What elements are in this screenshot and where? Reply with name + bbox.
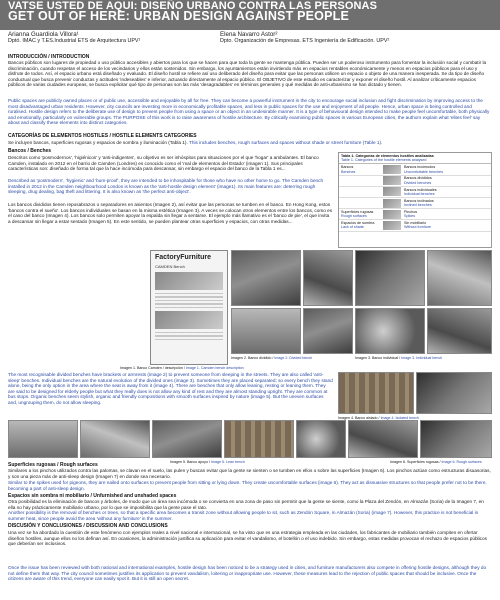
table-item-en: Without furniture: [404, 225, 432, 230]
bench-photo: [427, 250, 492, 306]
unshaded-spaces-text-es: Otra posibilidad es la eliminación de bancos y árboles, de modo que un área sea incómoda o se convierta en una zona de paso sin permitir que la gente se siente, como la Plaza del Zendón, en Almazán (Soria) de la Imagen 7, en ella no hay prácticamente mobiliario urbano, por lo que se imposibilita que la gente pase el rato.: [8, 499, 484, 510]
table-item: Bancos divididos: [404, 176, 432, 181]
author-2-name: Elena Navarro Astor²: [220, 31, 278, 38]
categories-text-en: This includes benches, rough surfaces and spaces without shade or street furniture (Table 1).: [189, 140, 383, 145]
intro-text-en: Public spaces are publicly owned places or of public use, accessible and enjoyable by all for free. They can become a powerful instrument in the city to encourage social inclusion and fight discrimination by improving access to the most disadvantaged urban residents. However, city councils are investing more in economically profitable spaces, and less in public spaces for the use and enjoyment of all people. Hence, urban space is being controlled and ruralised. Hostile design refers to the deliberate use of design to prevent people from using a space or an object in an undesirable manner. It is a type of behavioural design intended to make people feel uncomfortable, both physically and emotionally, particularly on vulnerable groups. The PURPOSE of this work is to raise awareness of hostile architecture. By critically examining public spaces in various European cities, the authors explain what 'elites feel' say about and classify these elements into distinct categories.: [8, 98, 490, 125]
unshaded-spaces-heading: Espacios sin sombra ni mobiliario / Unfurnished and unshaded spaces: [8, 493, 177, 499]
table-item: Pinchos: [404, 210, 418, 215]
table-thumbnail: [383, 221, 401, 230]
table-item: Bancos inclinados: [404, 198, 434, 203]
table-category-en: Benches: [341, 169, 356, 174]
caption-4-en: Image 4. Isolated bench: [380, 416, 419, 420]
caption-2-en: Image 2. Divided bench: [274, 356, 313, 360]
table-row: [339, 164, 491, 175]
bench-photo: [355, 250, 425, 306]
bench-photo: [231, 250, 301, 306]
rough-surface-photo: [420, 420, 492, 458]
table-thumbnail: [383, 165, 401, 174]
caption-image-2: [231, 356, 312, 360]
bench-photo: [224, 420, 294, 458]
bench-photo: [416, 372, 492, 414]
table-category-en: Lack of shade: [341, 225, 364, 230]
caption-5-en: Image 5. Lean bench: [210, 460, 245, 464]
table-thumbnail: [383, 176, 401, 185]
table-category: Bancos: [341, 165, 354, 170]
caption-image-6: [390, 460, 482, 464]
table-row: [339, 209, 491, 220]
table-category-en: Rough surfaces: [341, 214, 367, 219]
categories-heading: CATEGORÍAS DE ELEMENTOS HOSTILES / HOSTILE ELEMENTS CATEGORIES: [8, 133, 197, 139]
table-item-en: Uncomfortable benches: [404, 169, 443, 174]
table-row: [339, 220, 491, 231]
author-1-name: Arianna Guardiola Villora¹: [8, 31, 79, 38]
benches-text-en-2: The most recognisable divided benches have brackets or armrests (image 2) to prevent someone from sleeping in the streets. They are also called 'anti-sleep' benches. Individual benches are the natural evolution of the divided ones (image 3). Sometimes they are placed separated; so every bench they stand alone, being the only option in the area where the seat is away from it (image 4). There are benches that only allow leaning, resting or leaning them. They are said to be designed for elderly people but what they really does is not allow any kind of rest and they are almost standing upright. They are common at bus stops. Organic benches seem stylish, organic and friendly compositions with smooth surfaces inspired by nature (image 5). But the uneven surfaces and, ungrouping them, do not allow sleeping.: [8, 372, 333, 405]
table-thumbnail: [383, 210, 401, 219]
camden-bench-document-image: [150, 250, 228, 365]
bench-photo: [8, 420, 78, 458]
title-spanish: VATSE USTED DE AQUI: DISEÑO URBANO CONTRA LAS PERSONAS: [8, 0, 378, 12]
caption-5-es: Imagen 5. Banco apoyo /: [170, 460, 210, 464]
categories-text-es: Se incluyen bancos, superficies rugosas y espacios de sombra y iluminación (Tabla 1).: [8, 140, 188, 145]
bench-photo: [303, 250, 353, 306]
author-1: [8, 31, 140, 45]
caption-image-5: [170, 460, 245, 464]
poster-header: [0, 0, 500, 30]
document-subtitle: CAMDEN Bench: [155, 264, 185, 269]
table-category: Superficies rugosas: [341, 210, 374, 215]
document-photo: [155, 311, 223, 329]
rough-surfaces-text-es: Similares a los pinchos utilizados contra las palomas, se clavan en el suelo, las pulen y buscan evitar que la gente se sienten o se tumben en ellos o sobre las superficies (Imagen 6). Los pinchos actúan como estructuras disuasorias, y son una pieza más de anti-sleep design (Imagen 7) en donde sea necesario.: [8, 468, 491, 479]
discussion-text-en: Once the issue has been reviewed with both national and international examples, hostile design has been noticed to be a strategy used in cities, and furniture manufacturers also compete in offering hostile designs, although they do not define them that way. The city council sometimes justifies its application to prevent vandalism, loitering or inappropriate use. However, these measures lead to the rejection of public spaces that should be inclusive. Once the citizens are aware of this trend, everyone can easily spot it. But it is still an open secret.: [8, 565, 487, 581]
author-2-affiliation: Dpto. Organización de Empresas. ETS Ingeniería de Edificación. UPV²: [220, 38, 390, 44]
table-item-en: Divided benches: [404, 180, 432, 185]
bench-photo: [355, 308, 425, 354]
table-row: [339, 198, 491, 209]
table-item: Sin mobiliario: [404, 221, 427, 226]
benches-heading: Bancos / Benches: [8, 148, 52, 154]
bench-photo: [303, 308, 353, 354]
rough-surfaces-heading: Superficies rugosas / Rough surfaces: [8, 462, 98, 468]
bench-photo: [152, 420, 222, 458]
unshaded-spaces-text-en: Another possibility is the removal of benches or trees, so that a specific area becomes a transit zone without allowing people to sit, such as Zendón Square, in Almazán (Soria) (image 7). However, this practice is not beneficial in summer heat, since people avoid the area 'without any furniture' in the summer.: [8, 510, 479, 521]
table-category: Espacios de sombra: [341, 221, 375, 226]
title-english: GET OUT OF HERE: URBAN DESIGN AGAINST PEOPLE: [8, 9, 349, 23]
benches-text-en: Described as 'postmodern', 'hygienic' and 'bum-proof', they are intended to be inhospitable for those who have no other home to go. The Camden bench installed in 2012 in the Camden neighbourhood London is known as the 'anti-hostile design element' (image1). Its main features are: deterring rough sleeping, drug dealing, bag theft and littering. It is also known as 'the perfect anti-object'.: [8, 178, 324, 194]
table-caption-es: Tabla 1. Categorías de elementos hostiles analizadas: [341, 154, 434, 158]
discussion-text-es: Una vez se ha abordado la cuestión de este fenómeno con ejemplos reales a nivel nacional e internacional, se ha visto que es una estrategia empleada en las ciudades, los fabricantes de mobiliario también compiten en ofertar diseños hostiles, aunque ellos no los definan así. En ocasiones, la administración justifica su aplicación para evitar el vandalismo, el botellón o el uso indebido. Sin embargo, estas medidas provocan el rechazo de espacios públicos que deberían ser inclusivos.: [8, 530, 487, 546]
benches-text-es-2: Los bancos divididos tienen reposabrazos o separadores en asientos (Imagen 2), así evitar que las personas se tumben en el banco. En Hong Kong, estos 'bancos contra el sueño'. Los bancos individuales se basan en la misma estética (Imagen 3). A veces se colocan otros elementos entre los bancos, como es el caso del banco (Imagen 4). Los bancos solo permiten apoyar la espalda sin llegar a sentarse. El ejemplo más llamativo es el 'banco de pie', el que invita a descansar sin llegar a estar sentado (Imagen 5). En este sentido, se pueden plantear otras superficies y espacios, con otras medidas...: [8, 202, 333, 224]
table-thumbnail: [383, 199, 401, 208]
table-thumbnail: [383, 187, 401, 196]
author-1-affiliation: Dptó. IMAC y T.ES.Industrial ETS de Arquitectura UPV¹: [8, 38, 141, 44]
table-caption-en: Table 1. Categories of the hostile elements analysed: [341, 158, 427, 163]
bench-photo: [80, 420, 150, 458]
document-title: FactoryFurniture: [155, 254, 212, 261]
caption-1-es: Imagen 1. Banco Camden / descripción /: [120, 366, 185, 370]
benches-text-es: Descritos como 'posmodernos', 'higiénicos' y 'anti-indigentes', su objetivo es ser inhóspitos para situaciones por el que 'hogar' a ambulantes. El banco Camden, instalado en 2012 en el barrio de Camden (Londres) es conocido como el 'mal de elementos del Estado' (imagen 1). Sus principales características son: diseñado de forma tal que la hace incómoda para descansar, sin embargo el espacio del banco de la Tabla 1 es...: [8, 155, 319, 171]
bench-photo: [231, 308, 301, 354]
caption-4-es: Imagen 4. Banco aislado /: [338, 416, 380, 420]
table-item-en: Spikes: [404, 214, 416, 219]
document-photo: [155, 272, 223, 290]
table-row: [339, 187, 491, 198]
discussion-heading: DISCUSIÓN Y CONCLUSIONES / DISCUSSION AND CONCLUSIONS: [8, 523, 168, 529]
bench-photo: [427, 308, 492, 354]
categories-table: [338, 152, 492, 248]
caption-3-en: Image 3. Individual bench: [401, 356, 443, 360]
bench-photo: [338, 372, 414, 414]
rough-surface-photo: [348, 420, 418, 458]
caption-6-es: Imagen 6. Superficies rugosas /: [390, 460, 441, 464]
table-item-en: Individual benches: [404, 191, 435, 196]
caption-image-1: [120, 366, 244, 370]
intro-text-es: Bancos públicos son lugares de propiedad o uso público accesibles y abiertos para los que se hacen para que toda la gente se mantenga pública. Pueden ser un poderoso instrumento para fomentar la inclusión social y combatir la discriminación, cuando respetan el acceso de los vecindarios y ellos están sostenidos. Sin embargo, los ayuntamientos están invirtiendo más en espacios rentables económicamente y menos en espacios públicos para el uso y disfrute de todos. Así, el espacio urbano está diseñado y evaluado. El diseño hostil se refiere así uso deliberado del diseño para evitar que las personas utilicen un espacio o objeto de una manera inesperada. Se da tipo de diseño conductual que busca prevenir conductas y actitudes 'indeseables' e inferior, actuando directamente al espacio público. El OBJETIVO de este estudio es caracterizar y exponer el diseño hostil. Al analizar críticamente espacios públicos de varias ciudades europeas, se busca explicitar qué tipo de personas son las más 'desagradables' en términos generales y qué medidas de anti-urbanismo se han dictado y tienen.: [8, 60, 487, 87]
caption-1-en: Image 1. Camden bench description: [185, 366, 244, 370]
table-item: Bancos individuales: [404, 187, 437, 192]
caption-6-en: Image 6. Rough surfaces: [441, 460, 482, 464]
caption-2-es: Imagen 2. Banco dividido /: [231, 356, 274, 360]
caption-image-3: [355, 356, 442, 360]
intro-heading: INTRODUCCIÓN / INTRODUCTION: [8, 54, 90, 60]
bench-photo: [296, 420, 346, 458]
caption-3-es: Imagen 3. Banco individual /: [355, 356, 401, 360]
table-row: [339, 176, 491, 187]
rough-surfaces-text-en: Similar to the spikes used for pigeons, they are nailed onto surfaces to prevent people from sitting or lying down. They create uncomfortable surfaces (image 6). They act as dissuasive structures so that people prefer not to be there, becoming a part of anti-sleep design.: [8, 480, 487, 491]
categories-text: [8, 140, 492, 146]
table-caption: [339, 153, 491, 164]
table-item: Bancos incómodos: [404, 165, 436, 170]
author-2: [220, 31, 389, 45]
table-item-en: Inclined benches: [404, 203, 432, 208]
